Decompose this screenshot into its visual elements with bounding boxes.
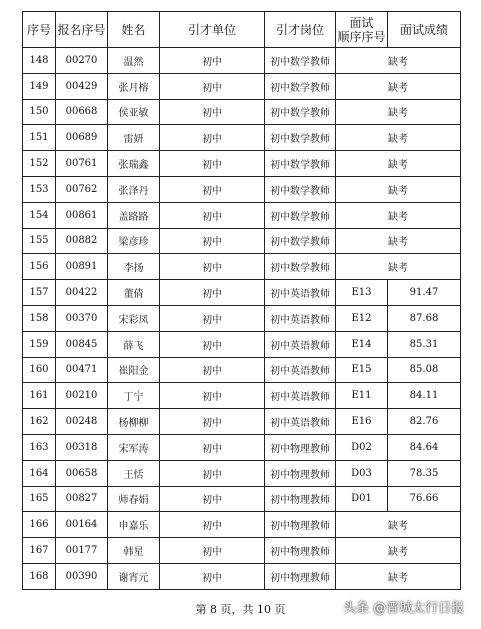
- cell-post: 初中数学教师: [265, 228, 336, 254]
- cell-unit: 初中: [160, 538, 265, 564]
- table-row: [23, 357, 461, 383]
- cell-unit: 初中: [160, 563, 265, 589]
- cell-post: 初中数学教师: [265, 202, 336, 228]
- table-row: [23, 460, 461, 486]
- cell-score: 84.11: [388, 383, 461, 409]
- cell-order: E11: [336, 383, 388, 409]
- header-name: 姓名: [108, 12, 160, 48]
- cell-post: 初中物理教师: [265, 434, 336, 460]
- cell-unit: 初中: [160, 434, 265, 460]
- table-row: [23, 563, 461, 589]
- cell-name: 薛飞: [108, 331, 160, 357]
- cell-post: 初中英语教师: [265, 280, 336, 306]
- cell-order: E13: [336, 280, 388, 306]
- cell-seq: 158: [23, 305, 56, 331]
- cell-unit: 初中: [160, 486, 265, 512]
- cell-score: 85.08: [388, 357, 461, 383]
- cell-unit: 初中: [160, 73, 265, 99]
- header-reg: 报名序号: [56, 12, 108, 48]
- table-row: [23, 434, 461, 460]
- cell-absent: 缺考: [336, 99, 461, 125]
- table-row: [23, 331, 461, 357]
- table-row: [23, 228, 461, 254]
- cell-seq: 150: [23, 99, 56, 125]
- cell-post: 初中数学教师: [265, 176, 336, 202]
- cell-score: 76.66: [388, 486, 461, 512]
- cell-absent: 缺考: [336, 254, 461, 280]
- cell-post: 初中物理教师: [265, 486, 336, 512]
- cell-reg: 00668: [56, 99, 108, 125]
- cell-post: 初中物理教师: [265, 512, 336, 538]
- cell-reg: 00882: [56, 228, 108, 254]
- header-interview-order: [336, 12, 388, 48]
- cell-name: 张瑞鑫: [108, 151, 160, 177]
- header-interview-order-line2: 顺序序号: [337, 29, 386, 44]
- cell-absent: 缺考: [336, 563, 461, 589]
- cell-seq: 165: [23, 486, 56, 512]
- cell-unit: 初中: [160, 383, 265, 409]
- cell-reg: 00689: [56, 125, 108, 151]
- cell-order: D03: [336, 460, 388, 486]
- cell-order: E12: [336, 305, 388, 331]
- cell-absent: 缺考: [336, 538, 461, 564]
- cell-name: 盖路路: [108, 202, 160, 228]
- cell-reg: 00861: [56, 202, 108, 228]
- cell-reg: 00318: [56, 434, 108, 460]
- cell-absent: 缺考: [336, 228, 461, 254]
- table-row: [23, 99, 461, 125]
- cell-unit: 初中: [160, 460, 265, 486]
- cell-name: 宋军涛: [108, 434, 160, 460]
- cell-unit: 初中: [160, 409, 265, 435]
- cell-post: 初中英语教师: [265, 305, 336, 331]
- table-row: [23, 73, 461, 99]
- cell-unit: 初中: [160, 202, 265, 228]
- cell-reg: 00210: [56, 383, 108, 409]
- table-row: [23, 202, 461, 228]
- table-row: [23, 280, 461, 306]
- cell-absent: 缺考: [336, 202, 461, 228]
- cell-reg: 00370: [56, 305, 108, 331]
- cell-seq: 164: [23, 460, 56, 486]
- cell-post: 初中物理教师: [265, 563, 336, 589]
- cell-unit: 初中: [160, 151, 265, 177]
- cell-seq: 168: [23, 563, 56, 589]
- cell-unit: 初中: [160, 125, 265, 151]
- cell-reg: 00762: [56, 176, 108, 202]
- cell-absent: 缺考: [336, 73, 461, 99]
- cell-seq: 157: [23, 280, 56, 306]
- cell-name: 梁彦珍: [108, 228, 160, 254]
- cell-reg: 00177: [56, 538, 108, 564]
- cell-name: 师春娟: [108, 486, 160, 512]
- cell-reg: 00429: [56, 73, 108, 99]
- cell-order: D02: [336, 434, 388, 460]
- cell-post: 初中英语教师: [265, 383, 336, 409]
- table-row: [23, 486, 461, 512]
- cell-name: 谢宵元: [108, 563, 160, 589]
- cell-name: 杨柳柳: [108, 409, 160, 435]
- cell-post: 初中数学教师: [265, 125, 336, 151]
- cell-unit: 初中: [160, 305, 265, 331]
- cell-post: 初中物理教师: [265, 538, 336, 564]
- cell-reg: 00248: [56, 409, 108, 435]
- table-row: [23, 538, 461, 564]
- cell-score: 78.35: [388, 460, 461, 486]
- cell-post: 初中数学教师: [265, 48, 336, 74]
- cell-order: E14: [336, 331, 388, 357]
- cell-name: 张泽丹: [108, 176, 160, 202]
- cell-reg: 00471: [56, 357, 108, 383]
- cell-name: 丁宁: [108, 383, 160, 409]
- header-interview-order-line1: 面试: [349, 15, 374, 30]
- cell-name: 张月榕: [108, 73, 160, 99]
- cell-reg: 00761: [56, 151, 108, 177]
- cell-post: 初中数学教师: [265, 151, 336, 177]
- watermark: 头条 @晋城太行日报: [343, 601, 465, 616]
- cell-unit: 初中: [160, 512, 265, 538]
- table-row: [23, 305, 461, 331]
- cell-order: E16: [336, 409, 388, 435]
- cell-order: E15: [336, 357, 388, 383]
- cell-order: D01: [336, 486, 388, 512]
- header-seq: 序号: [23, 12, 56, 48]
- table-row: [23, 409, 461, 435]
- cell-seq: 159: [23, 331, 56, 357]
- cell-seq: 149: [23, 73, 56, 99]
- table-body: [23, 48, 461, 590]
- cell-seq: 155: [23, 228, 56, 254]
- cell-unit: 初中: [160, 99, 265, 125]
- cell-seq: 163: [23, 434, 56, 460]
- header-post: 引才岗位: [265, 12, 336, 48]
- cell-score: 84.64: [388, 434, 461, 460]
- cell-score: 87.68: [388, 305, 461, 331]
- cell-unit: 初中: [160, 331, 265, 357]
- header-unit: 引才单位: [160, 12, 265, 48]
- cell-name: 温然: [108, 48, 160, 74]
- page-footer: 第 8 页，共 10 页: [195, 603, 286, 616]
- cell-name: 李扬: [108, 254, 160, 280]
- cell-name: 董倩: [108, 280, 160, 306]
- cell-unit: 初中: [160, 357, 265, 383]
- cell-seq: 161: [23, 383, 56, 409]
- cell-seq: 152: [23, 151, 56, 177]
- cell-unit: 初中: [160, 176, 265, 202]
- cell-score: 91.47: [388, 280, 461, 306]
- cell-seq: 167: [23, 538, 56, 564]
- cell-post: 初中英语教师: [265, 357, 336, 383]
- table-row: [23, 151, 461, 177]
- cell-unit: 初中: [160, 48, 265, 74]
- cell-reg: 00891: [56, 254, 108, 280]
- table-row: [23, 512, 461, 538]
- results-table: [22, 11, 461, 590]
- table-row: [23, 176, 461, 202]
- cell-post: 初中数学教师: [265, 254, 336, 280]
- cell-absent: 缺考: [336, 125, 461, 151]
- cell-post: 初中英语教师: [265, 331, 336, 357]
- header-row: [23, 12, 461, 48]
- cell-seq: 151: [23, 125, 56, 151]
- cell-absent: 缺考: [336, 151, 461, 177]
- cell-reg: 00422: [56, 280, 108, 306]
- cell-seq: 156: [23, 254, 56, 280]
- cell-seq: 162: [23, 409, 56, 435]
- cell-reg: 00658: [56, 460, 108, 486]
- cell-score: 85.31: [388, 331, 461, 357]
- cell-seq: 154: [23, 202, 56, 228]
- cell-seq: 166: [23, 512, 56, 538]
- cell-post: 初中数学教师: [265, 99, 336, 125]
- header-score: 面试成绩: [388, 12, 461, 48]
- cell-unit: 初中: [160, 280, 265, 306]
- cell-name: 宋彩凤: [108, 305, 160, 331]
- cell-reg: 00845: [56, 331, 108, 357]
- table-row: [23, 125, 461, 151]
- cell-post: 初中物理教师: [265, 460, 336, 486]
- cell-absent: 缺考: [336, 512, 461, 538]
- cell-seq: 148: [23, 48, 56, 74]
- cell-post: 初中英语教师: [265, 409, 336, 435]
- cell-unit: 初中: [160, 228, 265, 254]
- cell-score: 82.76: [388, 409, 461, 435]
- cell-name: 韩星: [108, 538, 160, 564]
- cell-absent: 缺考: [336, 48, 461, 74]
- cell-reg: 00164: [56, 512, 108, 538]
- cell-unit: 初中: [160, 254, 265, 280]
- cell-absent: 缺考: [336, 176, 461, 202]
- table-row: [23, 383, 461, 409]
- cell-name: 王恬: [108, 460, 160, 486]
- table-row: [23, 254, 461, 280]
- cell-reg: 00827: [56, 486, 108, 512]
- cell-seq: 153: [23, 176, 56, 202]
- cell-name: 崔阳金: [108, 357, 160, 383]
- cell-name: 侯亚敏: [108, 99, 160, 125]
- cell-name: 申嘉乐: [108, 512, 160, 538]
- cell-reg: 00270: [56, 48, 108, 74]
- cell-post: 初中数学教师: [265, 73, 336, 99]
- table-row: [23, 48, 461, 74]
- cell-seq: 160: [23, 357, 56, 383]
- cell-reg: 00390: [56, 563, 108, 589]
- cell-name: 雷妍: [108, 125, 160, 151]
